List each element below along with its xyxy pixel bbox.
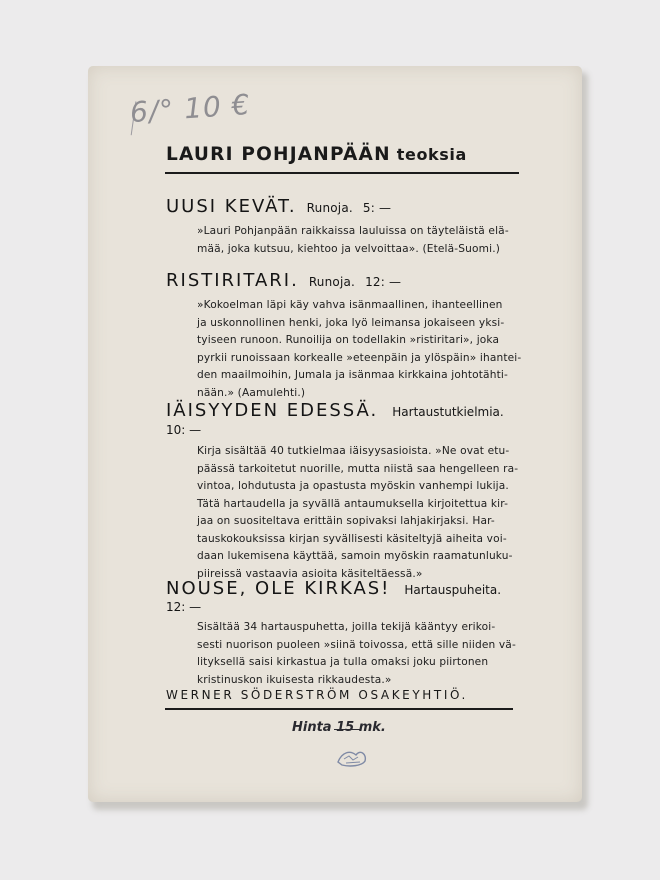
book-description-nouse-ole-kirkas xyxy=(197,619,516,689)
text-line: Tätä hartaudella ja syvällä antaumuksella kirjoitettua kir- xyxy=(197,497,509,510)
text-line: den maailmoihin, Jumala ja isänmaa kirkkaina johtotähti- xyxy=(197,369,508,381)
book-price: 10: — xyxy=(166,423,202,437)
book-genre: Hartaustutkielmia. xyxy=(392,405,504,419)
text-line: päässä tarkoitetut nuorille, mutta niistä saa hengelleen ra- xyxy=(197,462,519,475)
book-description-ristiritari xyxy=(197,297,521,402)
price-label: Hinta 15 mk. xyxy=(292,720,386,735)
text-line: sesti nuorison puoleen »siinä toivossa, että sille niiden vä- xyxy=(197,638,516,651)
pencil-annotation: 6/° 10 € xyxy=(128,87,252,130)
book-description-iaisyyden-edessa xyxy=(197,443,518,583)
series-word: teoksia xyxy=(396,145,467,164)
author-name: LAURI POHJANPÄÄN xyxy=(166,144,391,165)
book-name: UUSI KEVÄT. xyxy=(166,196,297,217)
text-line: lityksellä saisi kirkastua ja tulla omaksi joku piirtonen xyxy=(197,656,489,668)
publisher-name: WERNER SÖDERSTRÖM OSAKEYHTIÖ. xyxy=(166,688,468,702)
text-line: vintoa, lohdutusta ja opastusta myöskin vanhempi lukija. xyxy=(197,480,509,492)
title-rule xyxy=(165,172,519,174)
ink-stamp-icon xyxy=(334,746,370,770)
book-genre: Runoja. xyxy=(306,201,353,215)
text-line: daan lukemisena käyttää, samoin myöskin raamatunluku- xyxy=(197,550,513,562)
book-genre: Hartauspuheita. xyxy=(404,583,502,597)
text-line: tyiseen runoon. Runoilija on todellakin »ristiritari», joka xyxy=(197,334,500,346)
book-name: NOUSE, OLE KIRKAS! xyxy=(166,578,391,599)
text-line: ja uskonnollinen henki, joka lyö leimansa jokaiseen yksi- xyxy=(197,316,505,329)
book-title-nouse-ole-kirkas xyxy=(166,578,501,599)
book-price: 12: — xyxy=(166,600,202,614)
book-description-uusi-kevat xyxy=(197,223,509,258)
book-price: 5: — xyxy=(362,201,392,215)
book-title-iaisyyden-edessa xyxy=(166,400,504,421)
text-line: mää, joka kutsuu, kiehtoo ja velvoittaa». (Etelä-Suomi.) xyxy=(197,242,500,255)
text-line: kristinuskon ikuisesta rikkaudesta.» xyxy=(197,673,392,686)
text-line: Sisältää 34 hartauspuhetta, joilla tekijä kääntyy erikoi- xyxy=(197,621,496,633)
book-price: 12: — xyxy=(365,275,402,289)
text-line: pyrkii runoissaan korkealle »eteenpäin ja ylöspäin» ihantei- xyxy=(197,351,522,364)
book-title-ristiritari xyxy=(166,270,401,291)
price-strike xyxy=(334,729,360,730)
series-title xyxy=(166,144,467,165)
publisher-rule xyxy=(165,708,513,710)
text-line: Kirja sisältää 40 tutkielmaa iäisyysasioista. »Ne ovat etu- xyxy=(197,445,510,457)
book-name: RISTIRITARI. xyxy=(166,270,299,291)
text-line: jaa on suositeltava erittäin sopivaksi lahjakirjaksi. Har- xyxy=(197,515,495,527)
book-title-uusi-kevat xyxy=(166,196,391,217)
text-line: piireissä vastaavia asioita käsiteltäessä.» xyxy=(197,567,423,580)
text-line: tauskokouksissa kirjan syvällisesti käsiteltyjä aiheita voi- xyxy=(197,532,507,545)
book-name: IÄISYYDEN EDESSÄ. xyxy=(166,400,379,421)
text-line: »Lauri Pohjanpään raikkaissa lauluissa on täyteläistä elä- xyxy=(197,225,509,237)
text-line: nään.» (Aamulehti.) xyxy=(197,386,306,399)
book-genre: Runoja. xyxy=(308,275,356,289)
text-line: »Kokoelman läpi käy vahva isänmaallinen, ihanteellinen xyxy=(197,299,503,311)
